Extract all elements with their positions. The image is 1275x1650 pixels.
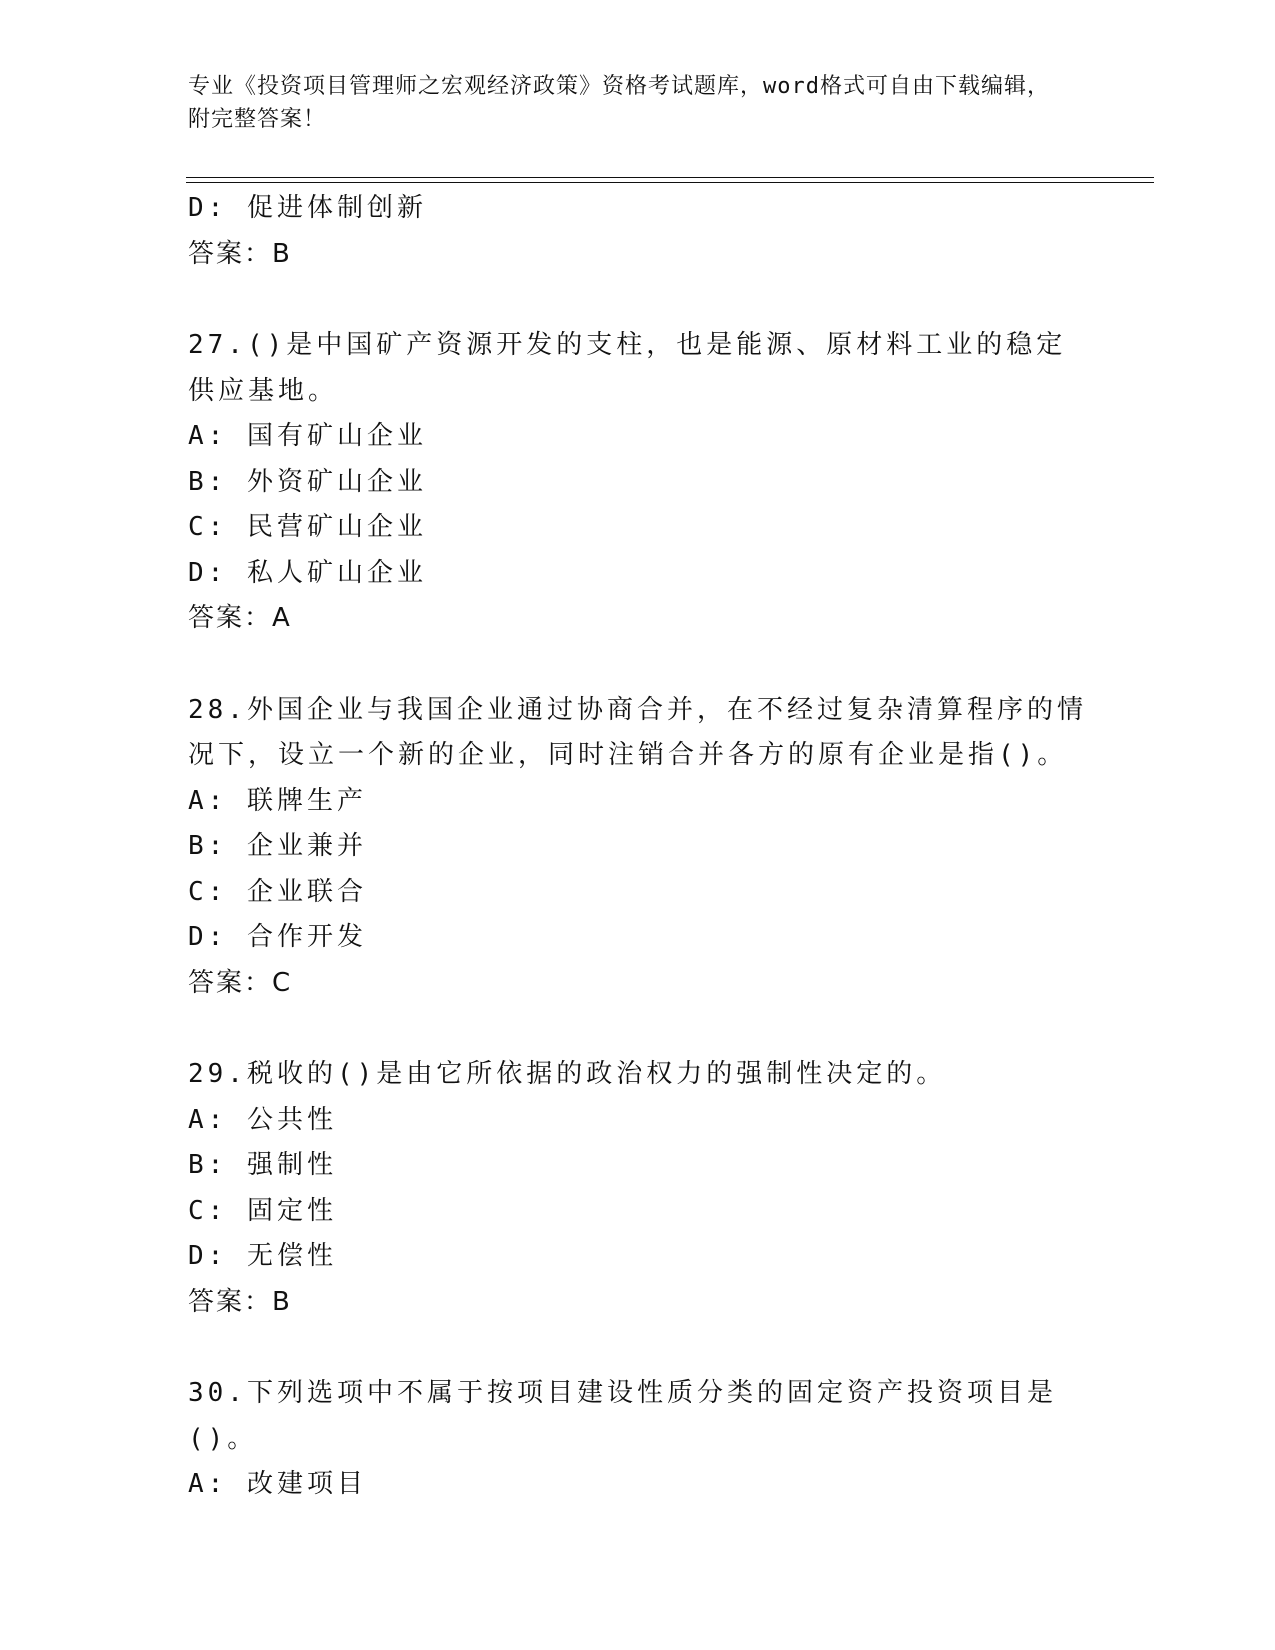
- answer-line: 答案：C: [188, 967, 293, 998]
- option-a: A: 改建项目: [188, 1469, 367, 1499]
- option-b: B: 企业兼并: [188, 831, 367, 861]
- header-divider-top: [186, 177, 1154, 178]
- question-list: [188, 186, 1088, 1508]
- question-text: 27.()是中国矿产资源开发的支柱，也是能源、原材料工业的稳定供应基地。: [188, 330, 1067, 406]
- answer-line: 答案：B: [188, 238, 292, 269]
- answer-line: 答案：B: [188, 1286, 292, 1317]
- document-header: 专业《投资项目管理师之宏观经济政策》资格考试题库，word格式可自由下载编辑，附完整答案！: [188, 74, 1050, 132]
- question-text: 30.下列选项中不属于按项目建设性质分类的固定资产投资项目是()。: [188, 1378, 1057, 1454]
- option-c: C: 民营矿山企业: [188, 512, 427, 542]
- option-d: D: 合作开发: [188, 922, 367, 952]
- option-a: A: 联牌生产: [188, 785, 367, 816]
- option-b: B: 外资矿山企业: [188, 466, 427, 497]
- option-d: D: 私人矿山企业: [188, 557, 427, 588]
- option-d: D: 促进体制创新: [188, 193, 427, 223]
- question-block-30: [188, 1371, 1088, 1508]
- question-block-28: [188, 688, 1088, 1007]
- option-a: A: 公共性: [188, 1104, 337, 1135]
- question-text: 29.税收的()是由它所依据的政治权力的强制性决定的。: [188, 1059, 947, 1089]
- header-divider-bottom: [186, 182, 1154, 183]
- option-a: A: 国有矿山企业: [188, 421, 427, 451]
- option-c: C: 固定性: [188, 1195, 337, 1226]
- option-d: D: 无偿性: [188, 1241, 337, 1271]
- question-text: 28.外国企业与我国企业通过协商合并，在不经过复杂清算程序的情况下，设立一个新的企业，同时注销合并各方的原有企业是指()。: [188, 694, 1087, 770]
- question-block-26: [188, 186, 1088, 277]
- option-b: B: 强制性: [188, 1150, 337, 1180]
- question-block-27: [188, 323, 1088, 642]
- answer-line: 答案：A: [188, 603, 292, 633]
- question-block-29: [188, 1052, 1088, 1325]
- option-c: C: 企业联合: [188, 876, 367, 907]
